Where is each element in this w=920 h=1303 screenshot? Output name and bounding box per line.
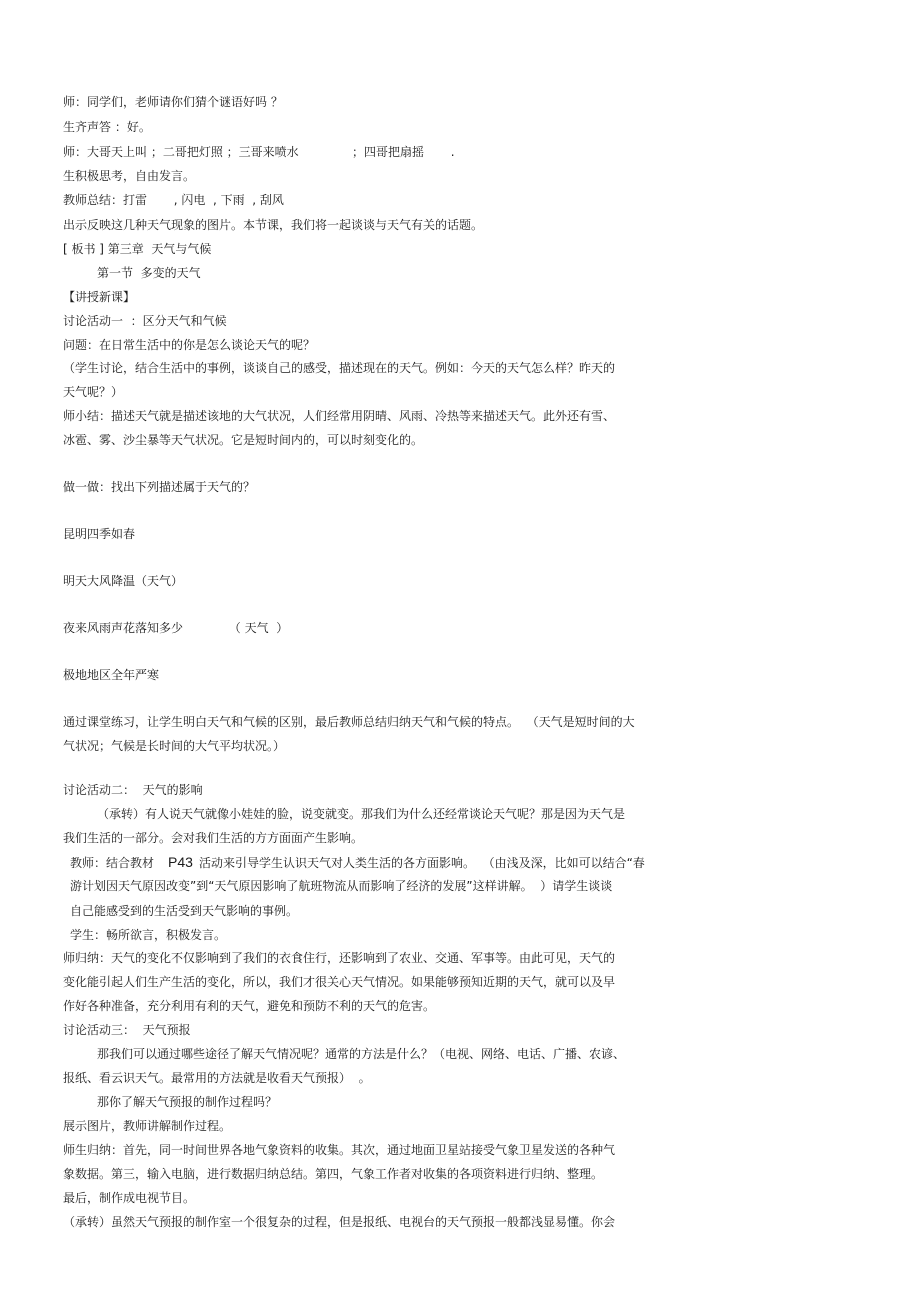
text-line — [70, 855, 645, 870]
text-line: 讨论活动三： 天气预报 — [63, 1023, 191, 1037]
text-line: 自己能感受到的生活受到天气影响的事例。 — [70, 904, 299, 918]
text-line: 师生归纳：首先，同一时间世界各地气象资料的收集。其次，通过地面卫星站接受气象卫星发送的各种气 — [63, 1143, 616, 1157]
list-item: 昆明四季如春 — [63, 527, 136, 541]
text-line: 讨论活动一 ：区分天气和气候 — [63, 314, 227, 328]
section-label: 【讲授新课】 — [63, 290, 136, 304]
text-line: （承转）有人说天气就像小娃娃的脸，说变就变。那我们为什么还经常谈论天气呢？那是因为天气是 — [97, 807, 626, 821]
text-line: 气状况；气候是长时间的大气平均状况。） — [63, 739, 286, 753]
text-line: 做一做：找出下列描述属于天气的？ — [63, 480, 256, 494]
text-line: 冰雹、雾、沙尘暴等天气状况。它是短时间内的，可以时刻变化的。 — [63, 433, 424, 447]
text-line: 出示反映这几种天气现象的图片。本节课，我们将一起谈谈与天气有关的话题。 — [63, 218, 484, 232]
board-heading: [ 板书 ] 第三章 天气与气候 — [63, 242, 212, 256]
text-line: 象数据。第三，输入电脑，进行数据归纳总结。第四，气象工作者对收集的各项资料进行归纳、整理。 — [63, 1167, 604, 1181]
text-line: 通过课堂练习，让学生明白天气和气候的区别，最后教师总结归纳天气和气候的特点。 （天气是短时间的大 — [63, 715, 635, 729]
text-line: 师：同学们，老师请你们猜个谜语好吗 ？ — [63, 95, 283, 109]
list-item: 明天大风降温（天气） — [63, 574, 184, 588]
text-segment: 活动来引导学生认识天气对人类生活的各方面影响。 （由浅及深，比如可以结合“春 — [198, 856, 645, 870]
text-line: 变化能引起人们生产生活的变化，所以，我们才很关心天气情况。如果能够预知近期的天气，就可以及早 — [63, 975, 616, 989]
text-line: 我们生活的一部分。会对我们生活的方方面面产生影响。 — [63, 831, 364, 845]
text-line: 师小结：描述天气就是描述该地的大气状况，人们经常用阴晴、风雨、冷热等来描述天气。此外还有雪、 — [63, 409, 616, 423]
text-line: 展示图片，教师讲解制作过程。 — [63, 1119, 232, 1133]
text-line: 生积极思考，自由发言。 — [63, 169, 196, 183]
text-line: 那我们可以通过哪些途径了解天气情况呢？通常的方法是什么？（电视、网络、电话、广播、农谚、 — [97, 1047, 626, 1061]
text-line: 学生：畅所欲言，积极发言。 — [70, 928, 227, 942]
page-reference: P43 — [168, 854, 193, 870]
text-line: （学生讨论，结合生活中的事例，谈谈自己的感受，描述现在的天气。例如：今天的天气怎么样？昨天的 — [63, 361, 616, 375]
text-segment: 教师：结合教材 — [70, 856, 155, 870]
text-line: 游计划因天气原因改变”到“天气原因影响了航班物流从而影响了经济的发展”这样讲解。 ）请学生谈谈 — [70, 879, 613, 893]
text-line: 报纸、看云识天气。最常用的方法就是收看天气预报） 。 — [63, 1071, 371, 1085]
text-line: 师归纳：天气的变化不仅影响到了我们的衣食住行，还影响到了农业、交通、军事等。由此可见，天气的 — [63, 951, 616, 965]
text-line: 生齐声答 ：好。 — [63, 120, 151, 134]
text-line: 作好各种准备，充分利用有利的天气，避免和预防不利的天气的危害。 — [63, 999, 436, 1013]
list-item: 夜来风雨声花落知多少 （ 天气 ） — [63, 621, 289, 635]
text-line: 最后，制作成电视节目。 — [63, 1191, 196, 1205]
text-line: 讨论活动二： 天气的影响 — [63, 783, 203, 797]
text-line: 教师总结：打雷 , 闪电 , 下雨 , 刮风 — [63, 193, 284, 207]
text-line: 问题：在日常生活中的你是怎么谈论天气的呢？ — [63, 338, 316, 352]
text-line: 那你了解天气预报的制作过程吗？ — [97, 1095, 278, 1109]
text-line: （承转）虽然天气预报的制作室一个很复杂的过程，但是报纸、电视台的天气预报一般都浅显易懂。你会 — [63, 1215, 616, 1229]
text-line: 天气呢？） — [63, 385, 124, 399]
section-heading: 第一节 多变的天气 — [97, 266, 201, 280]
text-line: 师：大哥天上叫 ；二哥把灯照 ；三哥来喷水 ；四哥把扇摇 . — [63, 145, 455, 159]
list-item: 极地地区全年严寒 — [63, 668, 160, 682]
